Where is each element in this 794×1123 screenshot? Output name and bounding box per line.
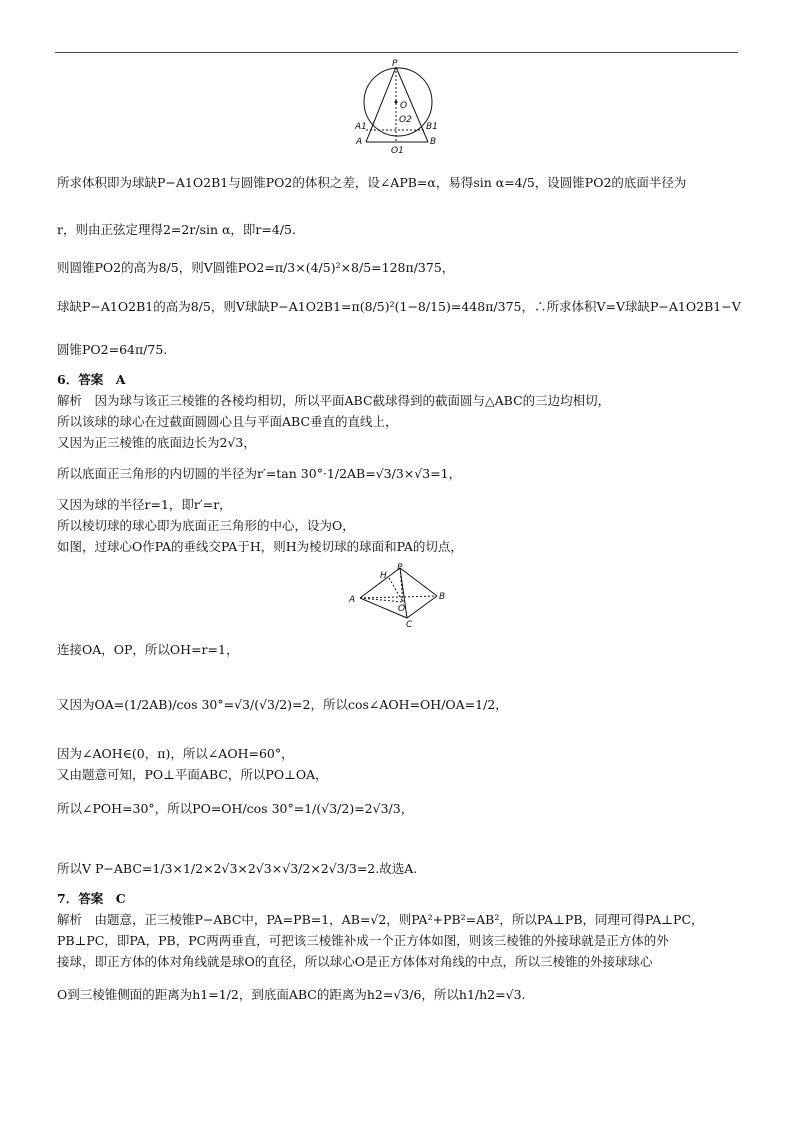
fig1-label: O: [400, 101, 408, 111]
text-line: r，则由正弦定理得2=2r/sin α，即r=4/5.: [57, 222, 296, 237]
fig2-label: B: [439, 592, 446, 602]
fig2-label: P: [397, 563, 403, 573]
text-line: 圆锥PO2=64π/75.: [57, 342, 168, 357]
text-line: 所以该球的球心在过截面圆圆心且与平面ABC垂直的直线上，: [57, 414, 398, 429]
fig2-label: C: [406, 620, 413, 628]
text-line: 解析 因为球与该正三棱锥的各棱均相切，所以平面ABC截球得到的截面圆与△ABC的三边均相切，: [57, 393, 611, 408]
fig1-label: O2: [399, 115, 412, 125]
text-line: 则圆锥PO2的高为8/5，则V圆锥PO2=π/3×(4/5)²×8/5=128π/375，: [57, 260, 455, 275]
text-line: 连接OA，OP，所以OH=r=1，: [57, 642, 239, 657]
fig2-label: O: [398, 604, 406, 614]
text-line: 又因为球的半径r=1，即r′=r，: [57, 497, 232, 512]
text-line: O到三棱锥侧面的距离为h1=1/2，到底面ABC的距离为h2=√3/6，所以h1/h2=√3.: [57, 987, 526, 1002]
text-line: 接球，即正方体的体对角线就是球O的直径，所以球心O是正方体体对角线的中点，所以三棱锥的外接球球心: [57, 954, 653, 969]
answer-heading: 7．答案 C: [57, 891, 126, 906]
fig1-label: P: [392, 59, 398, 69]
text-line: 所以棱切球的球心即为底面正三角形的中心，设为O，: [57, 518, 355, 533]
text-line: 所以∠POH=30°，所以PO=OH/cos 30°=1/(√3/2)=2√3/3，: [57, 801, 414, 816]
fig1-label: B: [430, 137, 437, 147]
fig2-label: H: [380, 571, 387, 581]
text-line: 因为∠AOH∈(0，π)，所以∠AOH=60°，: [57, 746, 294, 761]
text-line: 又因为正三棱锥的底面边长为2√3，: [57, 435, 256, 450]
fig1-label: A1: [355, 122, 367, 132]
fig1-label: A: [356, 137, 363, 147]
fig1-label: O1: [391, 146, 404, 154]
fig1-label: B1: [426, 122, 438, 132]
text-line: PB⊥PC，即PA，PB，PC两两垂直，可把该三棱锥补成一个正方体如图，则该三棱锥的外接球就是正方体的外: [57, 933, 669, 948]
text-line: 如图，过球心O作PA的垂线交PA于H，则H为棱切球的球面和PA的切点，: [57, 539, 463, 554]
header-rule: [55, 52, 738, 53]
sphere-cone-figure: [352, 58, 442, 154]
text-line: 又由题意可知，PO⊥平面ABC，所以PO⊥OA，: [57, 767, 328, 782]
text-line: 解析 由题意，正三棱锥P−ABC中，PA=PB=1，AB=√2，则PA²+PB²=AB²，所以PA⊥PB，同理可得PA⊥PC，: [57, 912, 704, 927]
text-line: 球缺P−A1O2B1的高为8/5，则V球缺P−A1O2B1=π(8/5)²(1−8/15)=448π/375，∴所求体积V=V球缺P−A1O2B1−V: [57, 299, 741, 314]
text-line: 所以V P−ABC=1/3×1/2×2√3×2√3×√3/2×2√3/3=2.故选A.: [57, 861, 418, 876]
text-line: 所以底面正三角形的内切圆的半径为r′=tan 30°·1/2AB=√3/3×√3=1，: [57, 466, 462, 481]
fig2-label: A: [349, 595, 356, 605]
tetrahedron-figure: [345, 562, 457, 628]
text-line: 所求体积即为球缺P−A1O2B1与圆锥PO2的体积之差，设∠APB=α，易得sin α=4/5，设圆锥PO2的底面半径为: [57, 175, 687, 190]
answer-heading: 6．答案 A: [57, 372, 126, 387]
text-line: 又因为OA=(1/2AB)/cos 30°=√3/(√3/2)=2，所以cos∠AOH=OH/OA=1/2，: [57, 697, 508, 712]
